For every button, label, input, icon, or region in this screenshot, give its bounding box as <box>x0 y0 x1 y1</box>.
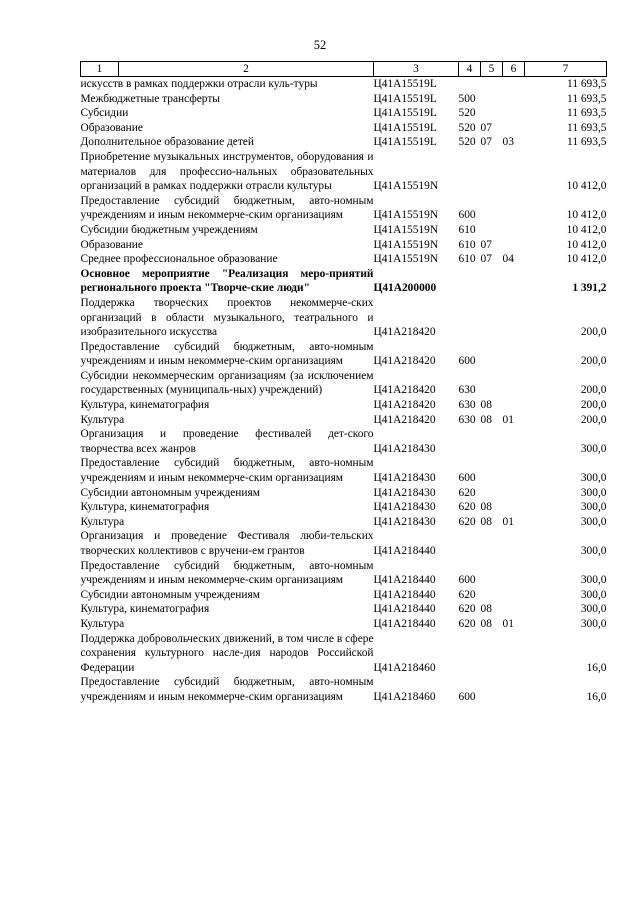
table-row <box>81 121 607 136</box>
row-type: 520 <box>458 136 476 149</box>
row-name: Приобретение музыкальных инструментов, оборудования и материалов для профессио-нальных образовательных организаций в рамках поддержки отрасли культуры <box>80 150 374 193</box>
row-type <box>459 427 481 456</box>
row-amount: 200,0 <box>580 326 607 339</box>
row-code: Ц41А15519N <box>373 238 439 251</box>
row-code: Ц41А15519L <box>373 78 437 90</box>
row-name: Культура, кинематография <box>80 501 210 514</box>
row-code: Ц41А218430 <box>373 442 436 455</box>
row-section <box>481 194 503 223</box>
row-amount: 300,0 <box>580 442 607 455</box>
row-name: Дополнительное образование детей <box>80 136 254 149</box>
row-subsection <box>503 77 525 92</box>
row-code: Ц41А15519L <box>373 136 437 149</box>
row-name: Субсидии бюджетным учреждениям <box>80 223 258 236</box>
row-name: Основное мероприятие "Реализация меро-приятий регионального проекта "Творче-ские люди" <box>80 267 374 295</box>
row-type: 630 <box>458 384 476 397</box>
row-type: 630 <box>458 399 476 412</box>
row-name: Организация и проведение Фестиваля люби-тельских творческих коллективов с вручени-ем грантов <box>80 530 374 557</box>
row-type: 620 <box>458 486 476 499</box>
row-name: Субсидии автономным учреждениям <box>80 486 260 499</box>
row-section <box>481 340 503 369</box>
row-name: Предоставление субсидий бюджетным, авто-номным учреждениям и иным некоммерче-ским организациям <box>80 457 374 485</box>
row-code: Ц41А15519N <box>373 223 439 236</box>
row-section <box>481 632 503 676</box>
row-amount: 16,0 <box>586 661 607 674</box>
table-body <box>81 77 607 705</box>
row-code: Ц41А218420 <box>373 399 436 412</box>
row-type: 600 <box>458 690 476 703</box>
row-type: 620 <box>458 603 476 616</box>
row-subsection <box>503 500 525 515</box>
table-row <box>81 296 607 340</box>
row-section: 08 <box>480 399 492 412</box>
row-type: 600 <box>458 355 476 368</box>
row-type: 620 <box>458 515 476 528</box>
row-code: Ц41А15519N <box>373 180 439 193</box>
row-type: 500 <box>458 92 476 105</box>
row-amount: 11 693,5 <box>567 78 607 90</box>
row-amount: 300,0 <box>580 603 607 616</box>
column-header-2: 2 <box>119 62 374 77</box>
row-amount: 200,0 <box>580 399 607 412</box>
table-row <box>81 369 607 398</box>
row-amount: 300,0 <box>580 472 607 485</box>
row-type: 600 <box>458 209 476 222</box>
row-amount: 11 693,5 <box>567 107 607 120</box>
row-name: Культура <box>80 413 125 426</box>
row-type: 520 <box>458 107 476 120</box>
row-amount: 11 693,5 <box>567 92 607 105</box>
column-header-6: 6 <box>503 62 525 77</box>
row-subsection <box>503 427 525 456</box>
row-code: Ц41А200000 <box>373 282 437 295</box>
row-name: Субсидии некоммерческим организациям (за исключением государственных (муниципаль-ных) учреждений) <box>80 369 374 397</box>
row-name: Субсидии <box>80 107 129 120</box>
row-subsection <box>503 340 525 369</box>
row-name: Субсидии автономным учреждениям <box>80 588 260 601</box>
table-row <box>81 238 607 253</box>
row-section <box>481 369 503 398</box>
row-type: 620 <box>458 617 476 630</box>
row-amount: 1 391,2 <box>572 282 607 295</box>
row-code: Ц41А218460 <box>373 661 436 674</box>
table-row <box>81 529 607 558</box>
row-name: Образование <box>80 121 143 134</box>
row-type: 620 <box>458 501 476 514</box>
row-type: 520 <box>458 121 476 134</box>
row-section: 08 <box>480 515 492 528</box>
table-row <box>81 617 607 632</box>
column-header-1: 1 <box>81 62 119 77</box>
row-amount: 10 412,0 <box>566 253 607 266</box>
row-subsection <box>503 398 525 413</box>
table-row <box>81 427 607 456</box>
row-amount: 200,0 <box>580 384 607 397</box>
row-code: Ц41А218460 <box>373 690 436 703</box>
table-row <box>81 675 607 704</box>
row-name: Предоставление субсидий бюджетным, авто-номным учреждениям и иным некоммерче-ским организациям <box>80 194 374 222</box>
row-section <box>481 92 503 107</box>
row-code: Ц41А218440 <box>373 588 436 601</box>
row-section: 08 <box>480 501 492 514</box>
column-header-row <box>81 62 607 77</box>
row-code: Ц41А218440 <box>373 617 436 630</box>
table-row <box>81 602 607 617</box>
row-section <box>481 106 503 121</box>
row-amount: 300,0 <box>580 574 607 587</box>
row-section <box>481 456 503 485</box>
row-name: Предоставление субсидий бюджетным, авто-номным учреждениям и иным некоммерче-ским организациям <box>80 676 374 703</box>
row-code: Ц41А218440 <box>373 545 436 557</box>
row-type: 600 <box>458 472 476 485</box>
row-type <box>459 77 481 92</box>
budget-table <box>80 61 607 705</box>
row-subsection <box>503 632 525 676</box>
row-type: 600 <box>458 574 476 587</box>
table-row <box>81 194 607 223</box>
row-code: Ц41А218440 <box>373 603 436 616</box>
row-type <box>459 296 481 340</box>
table-row <box>81 413 607 428</box>
row-code: Ц41А218430 <box>373 486 436 499</box>
table-row <box>81 252 607 267</box>
row-name: Поддержка творческих проектов некоммерче-ских организаций в области музыкального, театрального и изобразительного искусства <box>80 296 374 339</box>
row-section: 07 <box>480 121 492 134</box>
row-code: Ц41А218440 <box>373 574 436 587</box>
column-header-3: 3 <box>374 62 459 77</box>
row-type <box>459 267 481 296</box>
row-amount: 300,0 <box>580 501 607 514</box>
row-subsection <box>503 369 525 398</box>
row-name: Культура, кинематография <box>80 399 210 412</box>
row-subsection <box>503 559 525 588</box>
row-name: Предоставление субсидий бюджетным, авто-номным учреждениям и иным некоммерче-ским организациям <box>80 340 374 368</box>
row-section <box>481 223 503 238</box>
row-subsection <box>503 121 525 136</box>
row-section <box>481 296 503 340</box>
row-amount: 300,0 <box>580 617 607 630</box>
table-row <box>81 77 607 92</box>
row-section <box>481 529 503 558</box>
row-amount: 200,0 <box>580 355 607 368</box>
row-name: Культура, кинематография <box>80 603 210 616</box>
row-code: Ц41А15519L <box>373 92 437 105</box>
row-section: 08 <box>480 617 492 630</box>
table-row <box>81 515 607 530</box>
row-amount: 10 412,0 <box>566 209 607 222</box>
row-subsection: 01 <box>502 515 514 528</box>
row-name: Поддержка добровольческих движений, в том числе в сфере сохранения культурного насле-дия народов Российской Федерации <box>80 632 374 674</box>
row-code: Ц41А218420 <box>373 326 436 339</box>
row-code: Ц41А15519N <box>373 253 439 266</box>
row-type <box>459 529 481 558</box>
table-row <box>81 486 607 501</box>
row-section: 07 <box>480 238 492 251</box>
table-row <box>81 223 607 238</box>
row-subsection: 01 <box>502 617 514 630</box>
row-subsection <box>503 238 525 253</box>
row-section <box>481 267 503 296</box>
row-subsection <box>503 296 525 340</box>
row-amount: 11 693,5 <box>567 136 607 149</box>
row-amount: 300,0 <box>580 588 607 601</box>
column-header-7: 7 <box>525 62 607 77</box>
row-type: 610 <box>458 223 476 236</box>
row-code: Ц41А15519N <box>373 209 439 222</box>
row-section: 08 <box>480 603 492 616</box>
row-subsection <box>503 106 525 121</box>
row-amount: 300,0 <box>580 486 607 499</box>
row-section <box>481 77 503 92</box>
row-amount: 16,0 <box>586 690 607 703</box>
row-subsection: 01 <box>502 413 514 426</box>
row-name: Среднее профессиональное образование <box>80 253 278 266</box>
row-amount: 10 412,0 <box>566 223 607 236</box>
row-type <box>459 632 481 676</box>
row-section <box>481 150 503 194</box>
table-row <box>81 588 607 603</box>
row-name: Культура <box>80 617 125 630</box>
table-row <box>81 92 607 107</box>
row-amount: 300,0 <box>580 545 607 557</box>
table-row <box>81 500 607 515</box>
row-amount: 11 693,5 <box>567 121 607 134</box>
row-section <box>481 559 503 588</box>
row-code: Ц41А15519L <box>373 121 437 134</box>
row-name: Культура <box>80 515 125 528</box>
row-subsection: 03 <box>502 136 514 149</box>
table-row <box>81 135 607 150</box>
row-subsection <box>503 486 525 501</box>
row-code: Ц41А15519L <box>373 107 437 120</box>
table-row <box>81 398 607 413</box>
row-section: 08 <box>480 413 492 426</box>
row-amount: 10 412,0 <box>566 238 607 251</box>
row-code: Ц41А218420 <box>373 384 436 397</box>
row-subsection <box>503 588 525 603</box>
table-row <box>81 632 607 676</box>
row-section <box>481 486 503 501</box>
table-row <box>81 559 607 588</box>
row-section <box>481 427 503 456</box>
table-row <box>81 267 607 296</box>
row-subsection <box>503 456 525 485</box>
row-name: Предоставление субсидий бюджетным, авто-номным учреждениям и иным некоммерче-ским организациям <box>80 559 374 587</box>
row-name: Образование <box>80 238 143 251</box>
row-type <box>459 150 481 194</box>
row-section: 07 <box>480 136 492 149</box>
row-subsection <box>503 223 525 238</box>
row-section <box>481 588 503 603</box>
row-subsection <box>503 92 525 107</box>
row-subsection <box>503 602 525 617</box>
row-amount: 10 412,0 <box>566 180 607 193</box>
row-subsection <box>503 267 525 296</box>
row-type: 610 <box>458 238 476 251</box>
row-subsection <box>503 194 525 223</box>
row-code: Ц41А218430 <box>373 501 436 514</box>
row-name: Организация и проведение фестивалей дет-ского творчества всех жанров <box>80 428 374 455</box>
row-subsection: 04 <box>502 253 514 266</box>
row-amount: 300,0 <box>580 515 607 528</box>
row-amount: 200,0 <box>580 413 607 426</box>
row-code: Ц41А218420 <box>373 413 436 426</box>
row-subsection <box>503 675 525 704</box>
row-name: Межбюджетные трансферты <box>80 92 220 105</box>
row-type: 610 <box>458 253 476 266</box>
page-number: 52 <box>313 38 327 52</box>
table-row <box>81 106 607 121</box>
table-row <box>81 340 607 369</box>
row-code: Ц41А218420 <box>373 355 436 368</box>
row-code: Ц41А218430 <box>373 472 436 485</box>
row-name: искусств в рамках поддержки отрасли куль-туры <box>80 78 318 90</box>
row-code: Ц41А218430 <box>373 515 436 528</box>
column-header-4: 4 <box>459 62 481 77</box>
table-row <box>81 150 607 194</box>
row-subsection <box>503 529 525 558</box>
column-header-5: 5 <box>481 62 503 77</box>
row-type: 620 <box>458 588 476 601</box>
row-type: 630 <box>458 413 476 426</box>
table-row <box>81 456 607 485</box>
row-subsection <box>503 150 525 194</box>
row-section: 07 <box>480 253 492 266</box>
row-section <box>481 675 503 704</box>
